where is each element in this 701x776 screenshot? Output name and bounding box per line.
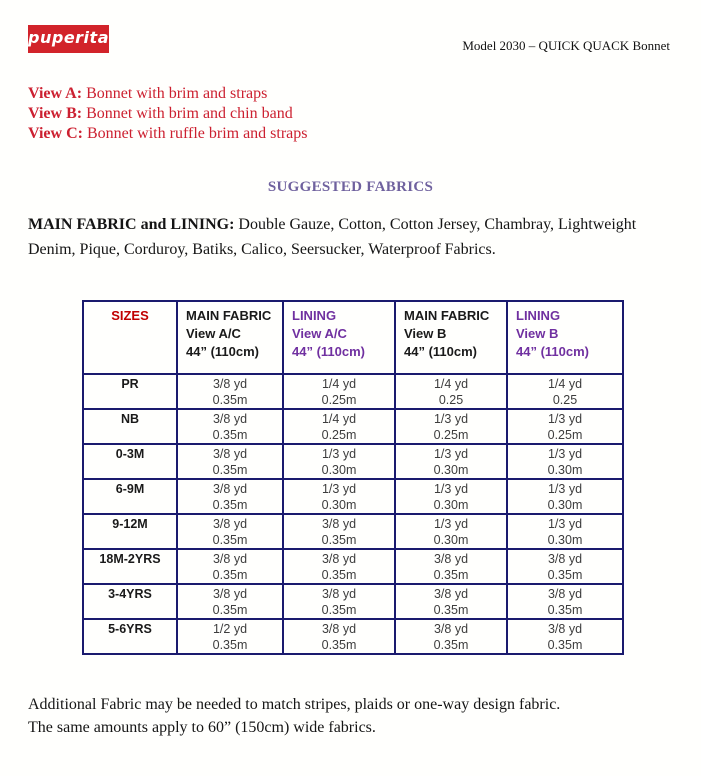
view-c-description: Bonnet with ruffle brim and straps xyxy=(82,125,308,142)
fabric-paragraph xyxy=(28,212,648,262)
footer-line-2: The same amounts apply to 60” (150cm) wide fabrics. xyxy=(28,719,376,736)
fabric-paragraph-body: Double Gauze, Cotton, Cotton Jersey, Chambray, Lightweight Denim, Pique, Corduroy, Batiks, Calico, Seersucker, Waterproof Fabrics. xyxy=(28,216,637,258)
fabric-amount-cell: 3/8 yd 0.35m xyxy=(395,549,507,584)
fabric-amount-cell: 1/4 yd 0.25 xyxy=(507,374,623,409)
fabric-amount-cell: 3/8 yd 0.35m xyxy=(177,409,283,444)
table-row-3-4yrs xyxy=(83,584,623,619)
view-line-b xyxy=(28,104,308,124)
size-label: 18M-2YRS xyxy=(83,549,177,584)
size-label: 6-9M xyxy=(83,479,177,514)
fabric-amount-cell: 3/8 yd 0.35m xyxy=(177,444,283,479)
fabric-amount-cell: 1/3 yd 0.30m xyxy=(395,479,507,514)
fabric-amount-cell: 1/4 yd 0.25 xyxy=(395,374,507,409)
fabric-amount-cell: 1/4 yd 0.25m xyxy=(283,409,395,444)
view-a-label: View A: xyxy=(28,85,83,102)
suggested-fabrics-heading: SUGGESTED FABRICS xyxy=(267,179,434,195)
table-row-6-9m xyxy=(83,479,623,514)
view-line-a xyxy=(28,84,308,104)
table-row-18m-2yrs xyxy=(83,549,623,584)
fabric-amount-cell: 1/4 yd 0.25m xyxy=(283,374,395,409)
table-row-9-12m xyxy=(83,514,623,549)
puperita-logo: puperita xyxy=(28,25,109,53)
fabric-requirements-table xyxy=(82,300,624,655)
column-header-main: MAIN FABRIC View B 44” (110cm) xyxy=(395,301,507,374)
fabric-amount-cell: 1/3 yd 0.25m xyxy=(395,409,507,444)
fabric-amount-cell: 1/3 yd 0.30m xyxy=(395,514,507,549)
fabric-amount-cell: 3/8 yd 0.35m xyxy=(395,619,507,654)
fabric-amount-cell: 3/8 yd 0.35m xyxy=(177,514,283,549)
table-row-pr xyxy=(83,374,623,409)
size-label: PR xyxy=(83,374,177,409)
size-label: NB xyxy=(83,409,177,444)
footer-note xyxy=(28,693,678,739)
view-line-c xyxy=(28,124,308,144)
fabric-amount-cell: 3/8 yd 0.35m xyxy=(507,549,623,584)
size-label: 0-3M xyxy=(83,444,177,479)
size-label: 3-4YRS xyxy=(83,584,177,619)
table-header-row xyxy=(83,301,623,374)
fabric-amount-cell: 3/8 yd 0.35m xyxy=(177,549,283,584)
fabric-amount-cell: 3/8 yd 0.35m xyxy=(283,619,395,654)
view-b-label: View B: xyxy=(28,105,83,122)
fabric-amount-cell: 1/3 yd 0.30m xyxy=(507,444,623,479)
fabric-amount-cell: 1/3 yd 0.30m xyxy=(507,514,623,549)
size-label: 5-6YRS xyxy=(83,619,177,654)
table-row-nb xyxy=(83,409,623,444)
fabric-paragraph-lead: MAIN FABRIC and LINING: xyxy=(28,216,235,233)
footer-line-1: Additional Fabric may be needed to match stripes, plaids or one-way design fabric. xyxy=(28,696,561,713)
view-b-description: Bonnet with brim and chin band xyxy=(82,105,293,122)
column-header-lining: LINING View B 44” (110cm) xyxy=(507,301,623,374)
fabric-amount-cell: 3/8 yd 0.35m xyxy=(395,584,507,619)
fabric-amount-cell: 1/3 yd 0.30m xyxy=(283,444,395,479)
fabric-amount-cell: 3/8 yd 0.35m xyxy=(177,374,283,409)
fabric-amount-cell: 1/2 yd 0.35m xyxy=(177,619,283,654)
view-list xyxy=(28,84,308,144)
view-c-label: View C: xyxy=(28,125,83,142)
column-header-lining: LINING View A/C 44” (110cm) xyxy=(283,301,395,374)
fabric-amount-cell: 1/3 yd 0.25m xyxy=(507,409,623,444)
fabric-amount-cell: 1/3 yd 0.30m xyxy=(395,444,507,479)
table-row-5-6yrs xyxy=(83,619,623,654)
size-label: 9-12M xyxy=(83,514,177,549)
fabric-amount-cell: 3/8 yd 0.35m xyxy=(283,549,395,584)
fabric-amount-cell: 3/8 yd 0.35m xyxy=(283,514,395,549)
fabric-amount-cell: 3/8 yd 0.35m xyxy=(283,584,395,619)
column-header-sizes: SIZES xyxy=(83,301,177,374)
fabric-amount-cell: 1/3 yd 0.30m xyxy=(283,479,395,514)
fabric-amount-cell: 3/8 yd 0.35m xyxy=(507,619,623,654)
fabric-amount-cell: 3/8 yd 0.35m xyxy=(507,584,623,619)
table-row-0-3m xyxy=(83,444,623,479)
fabric-amount-cell: 3/8 yd 0.35m xyxy=(177,584,283,619)
fabric-amount-cell: 3/8 yd 0.35m xyxy=(177,479,283,514)
column-header-main: MAIN FABRIC View A/C 44” (110cm) xyxy=(177,301,283,374)
fabric-amount-cell: 1/3 yd 0.30m xyxy=(507,479,623,514)
model-title: Model 2030 – QUICK QUACK Bonnet xyxy=(462,38,670,53)
view-a-description: Bonnet with brim and straps xyxy=(82,85,268,102)
